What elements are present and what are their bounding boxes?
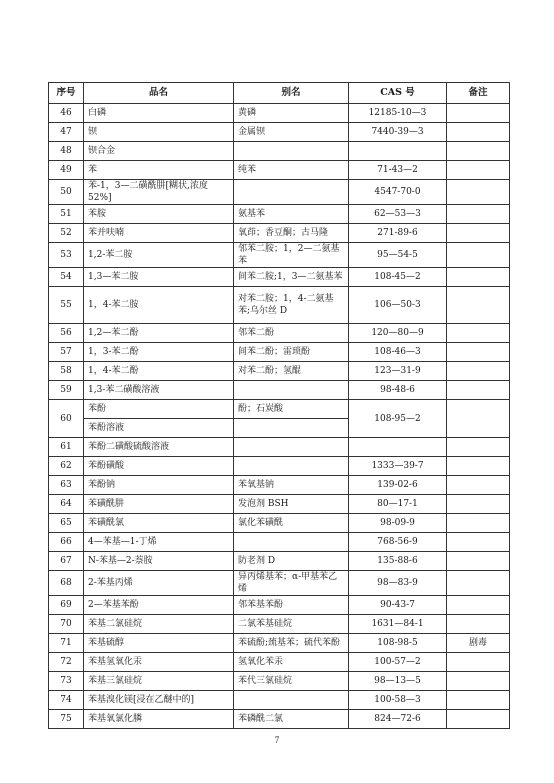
row-number: 63 xyxy=(49,476,84,495)
cas-number: 108-46—3 xyxy=(349,343,447,362)
cas-number: 106—50-3 xyxy=(349,287,447,324)
table-row xyxy=(49,710,510,729)
row-number: 57 xyxy=(49,343,84,362)
table-row xyxy=(49,495,510,514)
note xyxy=(447,205,510,224)
cas-number: 98-48-6 xyxy=(349,381,447,400)
table-row xyxy=(49,533,510,552)
product-name: 苯基氧氯化膦 xyxy=(84,710,234,729)
row-number: 62 xyxy=(49,457,84,476)
table-row xyxy=(49,243,510,268)
table-row xyxy=(49,142,510,161)
note xyxy=(447,495,510,514)
note xyxy=(447,672,510,691)
cas-number: 768-56-9 xyxy=(349,533,447,552)
alias-name xyxy=(234,142,349,161)
alias-name: 异丙烯基苯；α-甲基苯乙烯 xyxy=(234,571,349,596)
alias-name xyxy=(234,180,349,205)
product-name: 苯酚磺酸 xyxy=(84,457,234,476)
product-name: 1,2-苯二胺 xyxy=(84,243,234,268)
alias-name: 二氯苯基硅烷 xyxy=(234,615,349,634)
cas-number: 4547-70-0 xyxy=(349,180,447,205)
table-row xyxy=(49,287,510,324)
cas-number: 7440-39—3 xyxy=(349,123,447,142)
cas-number: 90-43-7 xyxy=(349,596,447,615)
note xyxy=(447,123,510,142)
alias-name: 氢氧化苯汞 xyxy=(234,653,349,672)
row-number: 64 xyxy=(49,495,84,514)
note xyxy=(447,533,510,552)
alias-name: 苯代三氯硅烷 xyxy=(234,672,349,691)
alias-name xyxy=(234,533,349,552)
note xyxy=(447,343,510,362)
product-name: N-苯基—2-萘胺 xyxy=(84,552,234,571)
cas-number xyxy=(349,142,447,161)
cas-number: 98—83-9 xyxy=(349,571,447,596)
product-name: 苯酚二磺酸硫酸溶液 xyxy=(84,438,234,457)
header-cas: CAS 号 xyxy=(349,83,447,104)
table-row xyxy=(49,205,510,224)
row-number: 47 xyxy=(49,123,84,142)
alias-name xyxy=(234,381,349,400)
note xyxy=(447,438,510,457)
note xyxy=(447,142,510,161)
product-name: 苯酚溶液 xyxy=(84,419,234,438)
alias-name: 氯化苯磺酰 xyxy=(234,514,349,533)
product-name: 苯基氢氧化汞 xyxy=(84,653,234,672)
product-name: 1,3—苯二胺 xyxy=(84,268,234,287)
table-row xyxy=(49,634,510,653)
alias-name: 邻苯二酚 xyxy=(234,324,349,343)
product-name: 苯并呋喃 xyxy=(84,224,234,243)
table-row xyxy=(49,268,510,287)
product-name: 1，4-苯二酚 xyxy=(84,362,234,381)
note xyxy=(447,691,510,710)
alias-name xyxy=(234,691,349,710)
row-number: 71 xyxy=(49,634,84,653)
product-name: 钡 xyxy=(84,123,234,142)
note xyxy=(447,268,510,287)
row-number: 49 xyxy=(49,161,84,180)
row-number: 48 xyxy=(49,142,84,161)
note xyxy=(447,287,510,324)
note xyxy=(447,514,510,533)
row-number: 56 xyxy=(49,324,84,343)
table-row xyxy=(49,571,510,596)
alias-name xyxy=(234,419,349,438)
product-name: 苯 xyxy=(84,161,234,180)
product-name: 1,2—苯二酚 xyxy=(84,324,234,343)
table-row xyxy=(49,161,510,180)
table-row xyxy=(49,596,510,615)
alias-name: 间苯二胺;1，3—二氨基苯 xyxy=(234,268,349,287)
note xyxy=(447,104,510,123)
cas-number: 100-57—2 xyxy=(349,653,447,672)
table-row xyxy=(49,104,510,123)
table-row xyxy=(49,457,510,476)
product-name: 1，3-苯二酚 xyxy=(84,343,234,362)
row-number: 74 xyxy=(49,691,84,710)
table-row xyxy=(49,552,510,571)
table-row xyxy=(49,381,510,400)
cas-number: 108-95—2 xyxy=(349,400,447,438)
table-row xyxy=(49,343,510,362)
note xyxy=(447,571,510,596)
row-number: 61 xyxy=(49,438,84,457)
cas-number: 135-88-6 xyxy=(349,552,447,571)
alias-name: 氨基苯 xyxy=(234,205,349,224)
cas-number: 98-09-9 xyxy=(349,514,447,533)
alias-name: 对苯二酚；氢醌 xyxy=(234,362,349,381)
cas-number: 95—54-5 xyxy=(349,243,447,268)
header-alias: 别名 xyxy=(234,83,349,104)
alias-name xyxy=(234,457,349,476)
cas-number: 108-45—2 xyxy=(349,268,447,287)
row-number: 53 xyxy=(49,243,84,268)
cas-number: 100-58—3 xyxy=(349,691,447,710)
note xyxy=(447,161,510,180)
cas-number xyxy=(349,438,447,457)
row-number: 58 xyxy=(49,362,84,381)
product-name: 苯胺 xyxy=(84,205,234,224)
row-number: 65 xyxy=(49,514,84,533)
cas-number: 120—80—9 xyxy=(349,324,447,343)
alias-name: 发泡剂 BSH xyxy=(234,495,349,514)
table-row xyxy=(49,180,510,205)
alias-name: 对苯二胺；1，4-二氨基苯;乌尔丝 D xyxy=(234,287,349,324)
row-number: 73 xyxy=(49,672,84,691)
cas-number: 1333—39-7 xyxy=(349,457,447,476)
table-row xyxy=(49,691,510,710)
note xyxy=(447,400,510,438)
product-name: 2-苯基丙烯 xyxy=(84,571,234,596)
row-number: 75 xyxy=(49,710,84,729)
table-row xyxy=(49,615,510,634)
note xyxy=(447,324,510,343)
alias-name xyxy=(234,438,349,457)
cas-number: 1631—84-1 xyxy=(349,615,447,634)
alias-name: 氧茚；香豆酮；古马隆 xyxy=(234,224,349,243)
row-number: 51 xyxy=(49,205,84,224)
product-name: 2—苯基苯酚 xyxy=(84,596,234,615)
note xyxy=(447,243,510,268)
cas-number: 62—53—3 xyxy=(349,205,447,224)
product-name: 苯基溴化镁[浸在乙醚中的] xyxy=(84,691,234,710)
row-number: 69 xyxy=(49,596,84,615)
row-number: 70 xyxy=(49,615,84,634)
cas-number: 824—72-6 xyxy=(349,710,447,729)
alias-name: 苯氧基钠 xyxy=(234,476,349,495)
note xyxy=(447,596,510,615)
product-name: 苯基二氯硅烷 xyxy=(84,615,234,634)
note xyxy=(447,362,510,381)
table-row xyxy=(49,672,510,691)
row-number: 68 xyxy=(49,571,84,596)
row-number: 67 xyxy=(49,552,84,571)
table-row xyxy=(49,400,510,419)
alias-name: 邻苯二胺；1，2—二氨基苯 xyxy=(234,243,349,268)
alias-name: 黄磷 xyxy=(234,104,349,123)
row-number: 46 xyxy=(49,104,84,123)
row-number: 54 xyxy=(49,268,84,287)
product-name: 苯基硫醇 xyxy=(84,634,234,653)
table-row xyxy=(49,514,510,533)
product-name: 1,3-苯二磺酸溶液 xyxy=(84,381,234,400)
product-name: 苯酚钠 xyxy=(84,476,234,495)
table-header-row xyxy=(49,83,510,104)
product-name: 苯基三氯硅烷 xyxy=(84,672,234,691)
row-number: 50 xyxy=(49,180,84,205)
alias-name: 金属钡 xyxy=(234,123,349,142)
cas-number: 71-43—2 xyxy=(349,161,447,180)
product-name: 4—苯基—1-丁烯 xyxy=(84,533,234,552)
cas-number: 80—17-1 xyxy=(349,495,447,514)
cas-number: 108-98-5 xyxy=(349,634,447,653)
cas-number: 123—31-9 xyxy=(349,362,447,381)
table-row xyxy=(49,362,510,381)
note xyxy=(447,476,510,495)
note xyxy=(447,224,510,243)
row-number: 52 xyxy=(49,224,84,243)
table-row xyxy=(49,476,510,495)
table-body xyxy=(49,104,510,729)
header-name: 品名 xyxy=(84,83,234,104)
alias-name: 酚；石炭酸 xyxy=(234,400,349,419)
note xyxy=(447,653,510,672)
product-name: 苯酚 xyxy=(84,400,234,419)
note xyxy=(447,457,510,476)
alias-name: 纯苯 xyxy=(234,161,349,180)
note xyxy=(447,381,510,400)
table-row xyxy=(49,653,510,672)
note xyxy=(447,615,510,634)
product-name: 1，4-苯二胺 xyxy=(84,287,234,324)
page-number: 7 xyxy=(274,735,280,745)
row-number: 66 xyxy=(49,533,84,552)
header-no: 序号 xyxy=(49,83,84,104)
alias-name: 邻苯基苯酚 xyxy=(234,596,349,615)
cas-number: 98—13—5 xyxy=(349,672,447,691)
cas-number: 12185-10—3 xyxy=(349,104,447,123)
cas-number: 139-02-6 xyxy=(349,476,447,495)
row-number: 59 xyxy=(49,381,84,400)
product-name: 苯磺酰氯 xyxy=(84,514,234,533)
product-name: 苯-1，3—二磺酰肼[糊状,浓度 52%] xyxy=(84,180,234,205)
header-note: 备注 xyxy=(447,83,510,104)
note xyxy=(447,552,510,571)
table-row xyxy=(49,224,510,243)
row-number: 72 xyxy=(49,653,84,672)
note xyxy=(447,180,510,205)
alias-name: 苯硫酚;巯基苯；硫代苯酚 xyxy=(234,634,349,653)
row-number: 55 xyxy=(49,287,84,324)
product-name: 钡合金 xyxy=(84,142,234,161)
table-row xyxy=(49,438,510,457)
note xyxy=(447,710,510,729)
table-row xyxy=(49,123,510,142)
alias-name: 防老剂 D xyxy=(234,552,349,571)
alias-name: 苯磷酰二氯 xyxy=(234,710,349,729)
product-name: 白磷 xyxy=(84,104,234,123)
row-number: 60 xyxy=(49,400,84,438)
chemical-table xyxy=(48,82,510,729)
note: 剧毒 xyxy=(447,634,510,653)
alias-name: 间苯二酚；雷琐酚 xyxy=(234,343,349,362)
cas-number: 271-89-6 xyxy=(349,224,447,243)
table-row xyxy=(49,324,510,343)
product-name: 苯磺酰肼 xyxy=(84,495,234,514)
